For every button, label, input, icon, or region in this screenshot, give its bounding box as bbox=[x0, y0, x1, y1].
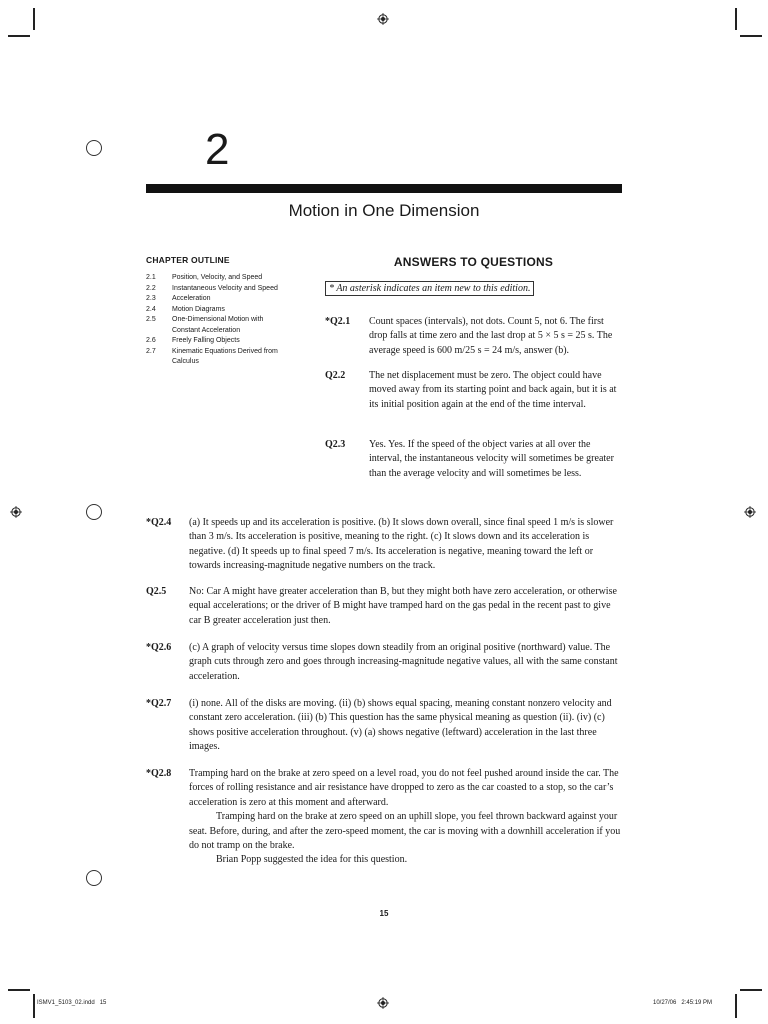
answer-paragraph: (c) A graph of velocity versus time slopes down steadily from an original positive (northward) value. The graph cuts through zero and goes through increasing-magnitude negative values, all with the same constant acceleration. bbox=[189, 642, 618, 682]
outline-item-text: Kinematic Equations Derived from Calculus bbox=[172, 347, 278, 365]
crop-mark-icon bbox=[740, 35, 762, 37]
question-label: Q2.3 bbox=[325, 439, 346, 450]
outline-item-number: 2.6 bbox=[146, 337, 156, 344]
registration-mark-icon bbox=[10, 506, 22, 518]
outline-item-text: Position, Velocity, and Speed bbox=[172, 274, 263, 281]
crop-mark-icon bbox=[735, 994, 737, 1018]
outline-item-text: One-Dimensional Motion with Constant Acceleration bbox=[172, 316, 264, 334]
chapter-rule bbox=[146, 184, 622, 193]
registration-mark-icon bbox=[377, 997, 389, 1009]
outline-item-text: Freely Falling Objects bbox=[172, 337, 240, 344]
answer-paragraph: Count spaces (intervals), not dots. Count 5, not 6. The first drop falls at time zero and the last drop at 5 × 5 s = 25 s. The average speed is 600 m/25 s = 24 m/s, answer (b). bbox=[369, 316, 613, 356]
question-label: Q2.5 bbox=[146, 586, 167, 597]
punch-hole-icon bbox=[86, 140, 102, 156]
punch-hole-icon bbox=[86, 504, 102, 520]
crop-mark-icon bbox=[740, 989, 762, 991]
question-label: Q2.2 bbox=[325, 370, 346, 381]
timestamp-slug: 10/27/06 2:45:19 PM bbox=[653, 1000, 713, 1006]
outline-heading: CHAPTER OUTLINE bbox=[146, 255, 230, 265]
question-label: *Q2.6 bbox=[146, 642, 172, 653]
outline-item-text: Acceleration bbox=[172, 295, 211, 302]
page-number: 15 bbox=[379, 909, 389, 918]
answer-paragraph: (i) none. All of the disks are moving. (ii) (b) shows equal spacing, meaning constant nonzero velocity and constant zero acceleration. (iii) (b) This question has the same physical meaning as question (ii). (iv) (c) shows positive acceleration throughout. (v) (a) shows negative (leftward) acceleration in the last three images. bbox=[189, 698, 612, 753]
file-slug: ISMV1_5103_02.indd 15 bbox=[37, 1000, 107, 1006]
answer-paragraph: Yes. Yes. If the speed of the object varies at all over the interval, the instantaneous velocity will sometimes be greater than the average velocity and will sometimes be less. bbox=[369, 439, 614, 479]
outline-item bbox=[146, 284, 302, 295]
registration-mark-icon bbox=[744, 506, 756, 518]
outline-item-number: 2.5 bbox=[146, 316, 156, 323]
question-label: *Q2.7 bbox=[146, 698, 172, 709]
answer-paragraph: Tramping hard on the brake at zero speed on a level road, you do not feel pushed around inside the car. The forces of rolling resistance and air resistance have dropped to zero as the car coasted to a stop, so the car’s acceleration is zero at this moment and afterward. bbox=[189, 768, 619, 808]
crop-mark-icon bbox=[33, 994, 35, 1018]
crop-mark-icon bbox=[8, 989, 30, 991]
outline-item bbox=[146, 315, 302, 336]
outline-item-number: 2.3 bbox=[146, 295, 156, 302]
outline-item-number: 2.4 bbox=[146, 305, 156, 313]
outline-item-number: 2.7 bbox=[146, 347, 156, 355]
outline-item bbox=[146, 273, 302, 284]
chapter-title: Motion in One Dimension bbox=[288, 201, 480, 220]
asterisk-note: * An asterisk indicates an item new to this edition. bbox=[325, 281, 534, 296]
answer-paragraph: Brian Popp suggested the idea for this question. bbox=[216, 854, 408, 866]
crop-mark-icon bbox=[33, 8, 35, 30]
chapter-number: 2 bbox=[205, 125, 230, 174]
outline-item-text: Motion Diagrams bbox=[172, 305, 225, 313]
outline-item bbox=[146, 347, 302, 368]
punch-hole-icon bbox=[86, 870, 102, 886]
outline-item-number: 2.1 bbox=[146, 274, 156, 281]
answers-heading: ANSWERS TO QUESTIONS bbox=[393, 255, 554, 269]
outline-item bbox=[146, 294, 302, 305]
chapter-outline bbox=[146, 273, 302, 368]
answer-paragraph: (a) It speeds up and its acceleration is positive. (b) It slows down overall, since final speed 1 m/s is slower than 3 m/s. Its acceleration is positive, meaning to the right. (c) It slows down and its acceleration is negative. (d) It speeds up to final speed 7 m/s. Its acceleration is negative, meaning toward the left or towards increasing-magnitude negative numbers on the track. bbox=[189, 517, 614, 572]
answer-paragraph: The net displacement must be zero. The object could have moved away from its starting point and back again, but it is at its initial position again at the end of the time interval. bbox=[369, 370, 617, 410]
question-label: *Q2.4 bbox=[146, 517, 172, 528]
answer-paragraph: No: Car A might have greater acceleration than B, but they might both have zero acceleration, or otherwise equal accelerations; or the driver of B might have tramped hard on the gas pedal in the recent past to give car B greater acceleration just then. bbox=[189, 586, 617, 626]
crop-mark-icon bbox=[8, 35, 30, 37]
outline-item bbox=[146, 305, 302, 316]
outline-item-text: Instantaneous Velocity and Speed bbox=[172, 284, 278, 292]
question-label: *Q2.8 bbox=[146, 768, 172, 779]
outline-item-number: 2.2 bbox=[146, 284, 156, 292]
registration-mark-icon bbox=[377, 13, 389, 25]
question-label: *Q2.1 bbox=[325, 316, 351, 327]
answer-paragraph: Tramping hard on the brake at zero speed on an uphill slope, you feel thrown backward against your seat. Before, during, and after the zero-speed moment, the car is moving with a downhill acceleration if you do not tramp on the brake. bbox=[189, 811, 621, 852]
outline-item bbox=[146, 336, 302, 347]
crop-mark-icon bbox=[735, 8, 737, 30]
